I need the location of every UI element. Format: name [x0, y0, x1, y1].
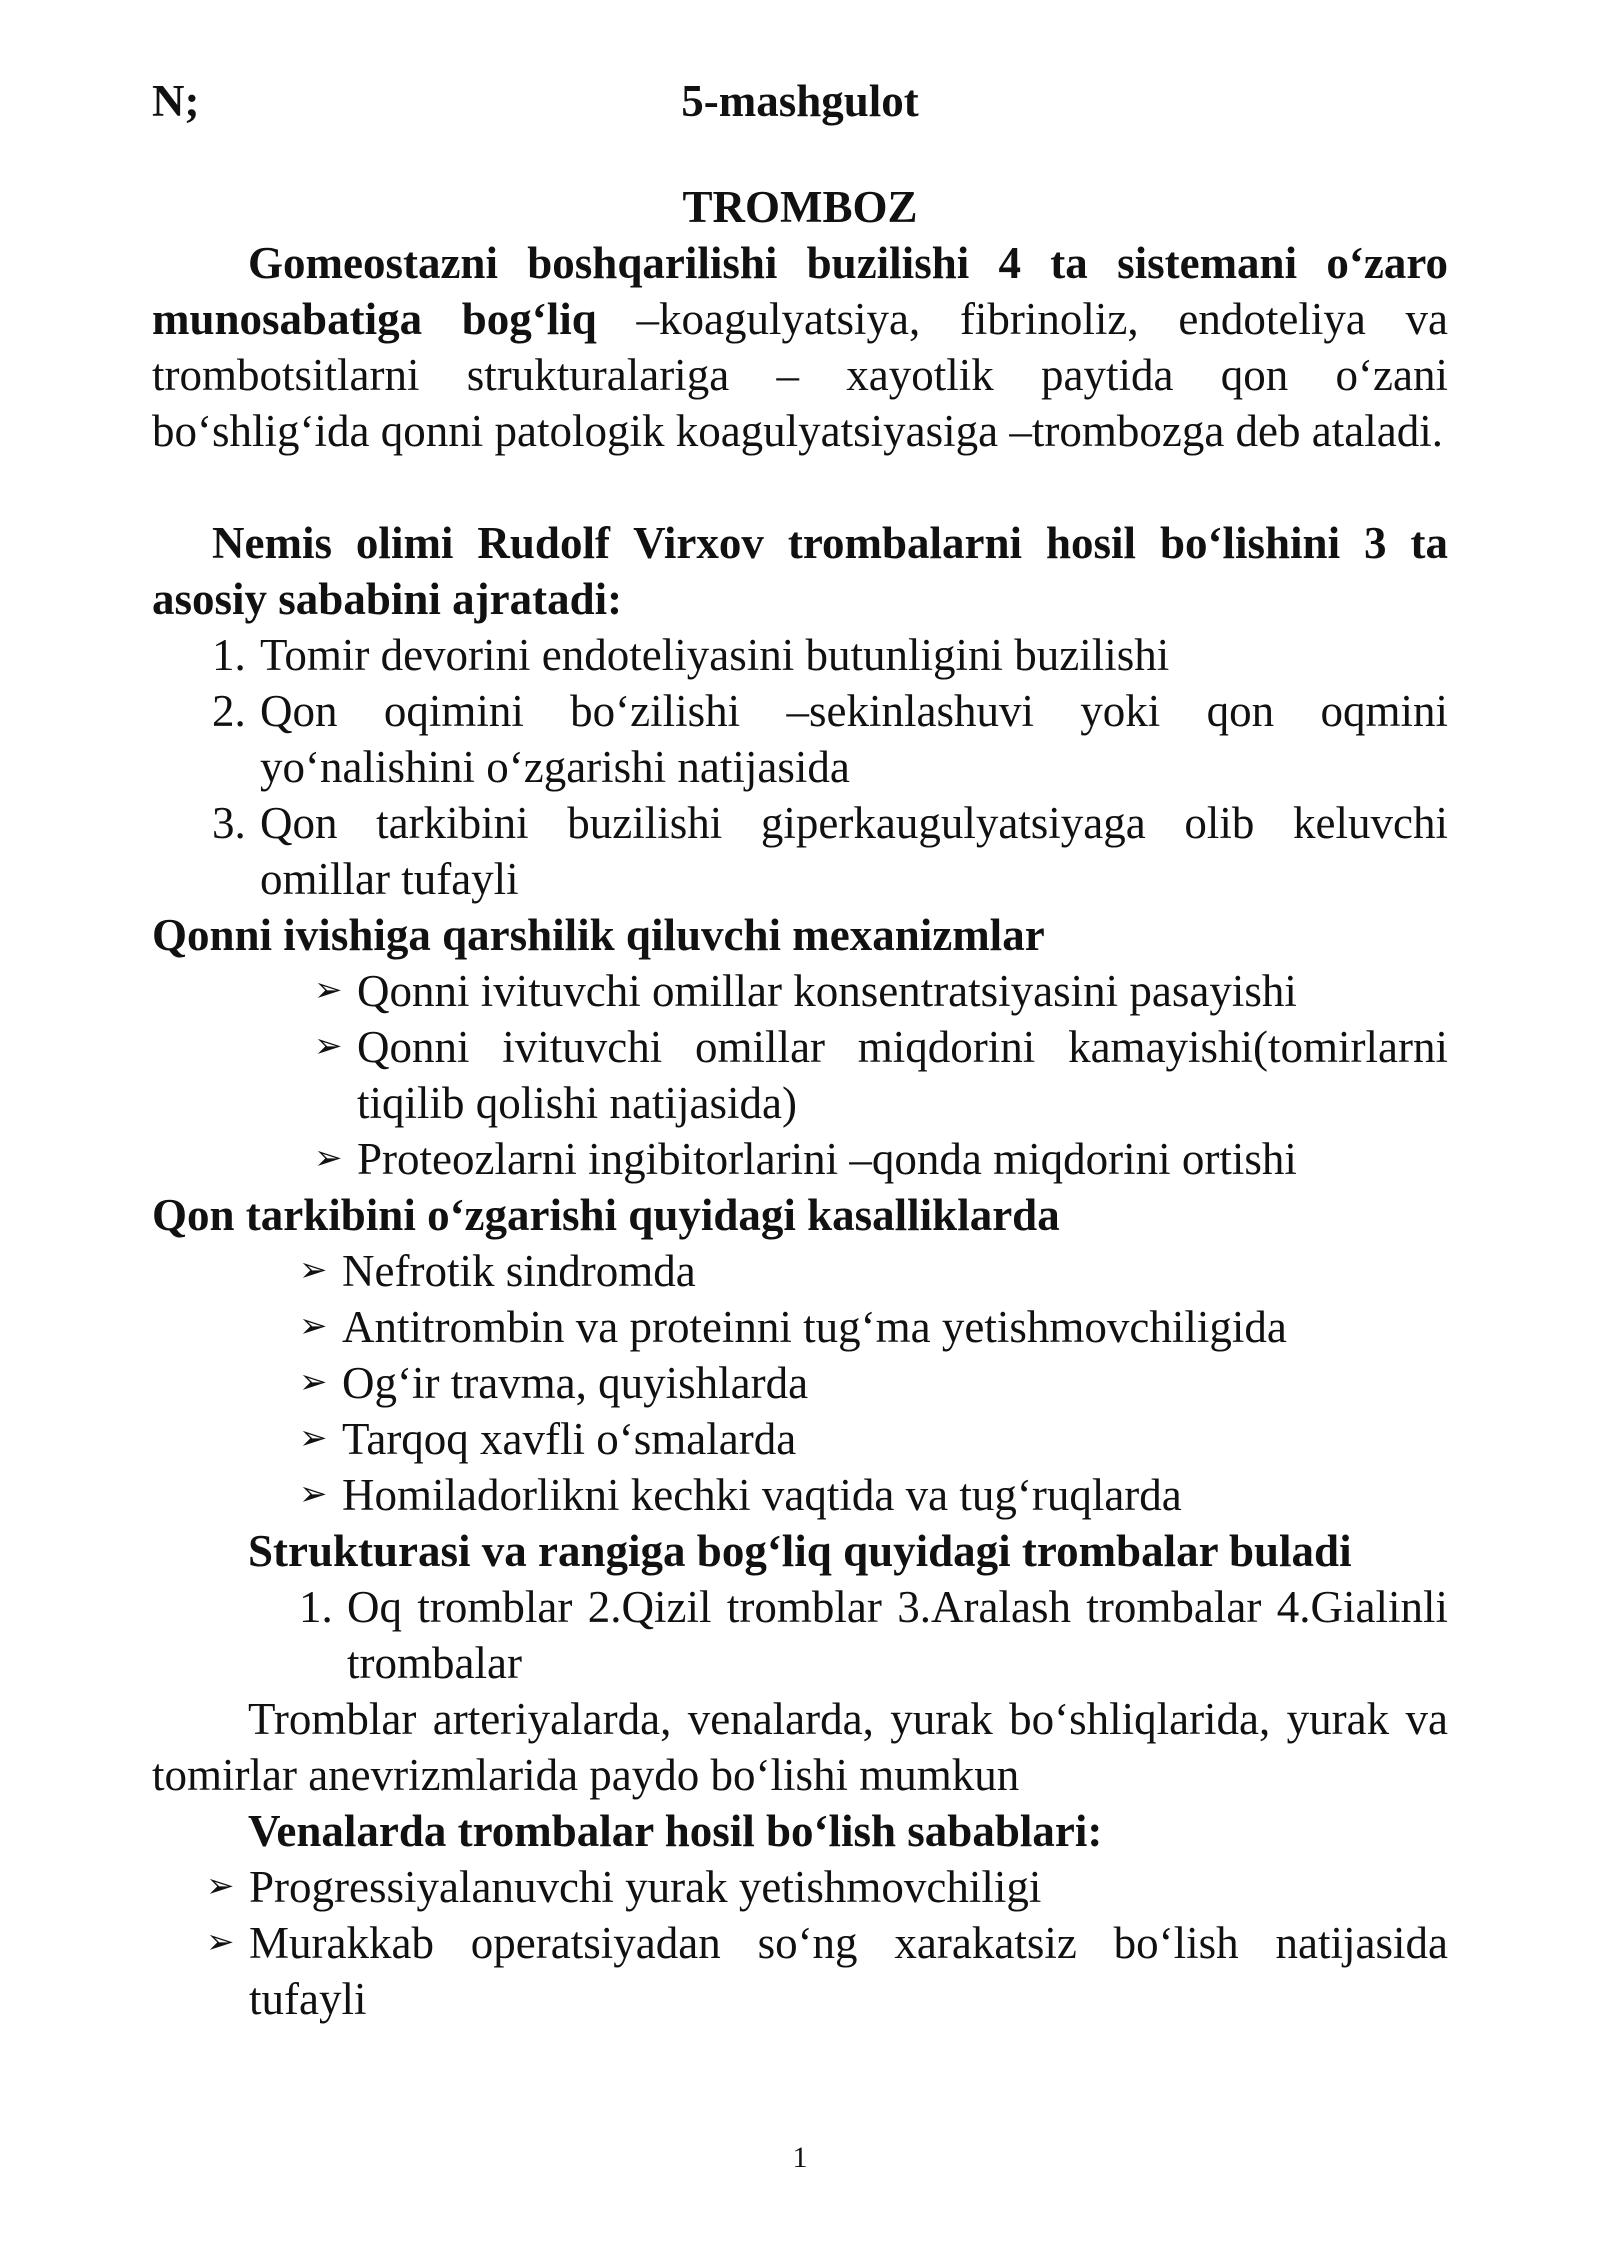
list-item	[152, 1299, 1448, 1355]
virchow-heading: Nemis olimi Rudolf Virxov trombalarni hosil bo‘lishini 3 ta asosiy sababini ajratadi:	[152, 518, 1448, 624]
list-item	[152, 1915, 1448, 2027]
arrow-bullet-icon: ➢	[314, 1028, 343, 1065]
list-item-text: Antitrombin va proteinni tug‘ma yetishmovchiligida	[342, 1302, 1287, 1352]
list-item-text: Nefrotik sindromda	[342, 1246, 696, 1296]
lesson-number: 5-mashgulot	[681, 76, 919, 126]
mechanisms-list	[152, 963, 1448, 1187]
page-header	[152, 73, 1448, 129]
diseases-list	[152, 1243, 1448, 1523]
arrow-bullet-icon: ➢	[299, 1252, 328, 1289]
venous-heading: Venalarda trombalar hosil bo‘lish sabablari:	[248, 1806, 1103, 1856]
list-number: 1.	[212, 630, 246, 680]
intro-bold-text: Gomeostazni boshqarilishi buzilishi 4 ta sistemani o‘zaro munosabatiga bog‘liq	[152, 238, 1448, 344]
page-number: 1	[792, 2141, 808, 2174]
arrow-bullet-icon: ➢	[206, 1924, 235, 1961]
list-item	[152, 1467, 1448, 1523]
list-number: 2.	[212, 686, 246, 736]
list-item-text: Tarqoq xavfli o‘smalarda	[342, 1414, 797, 1464]
arrow-bullet-icon: ➢	[314, 972, 343, 1009]
list-item-text: Murakkab operatsiyadan so‘ng xarakatsiz bo‘lish natijasida tufayli	[249, 1918, 1448, 2024]
list-item-text: Tomir devorini endoteliyasini butunligini buzilishi	[260, 630, 1170, 680]
list-item-text: Oq tromblar 2.Qizil tromblar 3.Aralash trombalar 4.Gialinli trombalar	[347, 1582, 1448, 1688]
arrow-bullet-icon: ➢	[299, 1476, 328, 1513]
list-item	[152, 683, 1448, 795]
diseases-heading: Qon tarkibini o‘zgarishi quyidagi kasalliklarda	[152, 1190, 1060, 1240]
list-item	[152, 627, 1448, 683]
location-paragraph: Tromblar arteriyalarda, venalarda, yurak bo‘shliqlarida, yurak va tomirlar anevrizmlarida paydo bo‘lishi mumkun	[152, 1694, 1448, 1800]
list-number: 1.	[299, 1582, 333, 1632]
structure-heading: Strukturasi va rangiga bog‘liq quyidagi trombalar buladi	[248, 1526, 1352, 1576]
list-item-text: Qon tarkibini buzilishi giperkaugulyatsiyaga olib keluvchi omillar tufayli	[260, 798, 1448, 904]
list-item	[152, 1859, 1448, 1915]
list-item-text: Qon oqimini bo‘zilishi –sekinlashuvi yoki qon oqmini yo‘nalishini o‘zgarishi natijasida	[260, 686, 1448, 792]
list-item	[152, 1355, 1448, 1411]
list-item-text: Progressiyalanuvchi yurak yetishmovchiligi	[249, 1862, 1042, 1912]
list-item	[152, 963, 1448, 1019]
list-item-text: Qonni ivituvchi omillar miqdorini kamayishi(tomirlarni tiqilib qolishi natijasida)	[357, 1022, 1448, 1128]
list-item	[152, 1131, 1448, 1187]
list-item-text: Homiladorlikni kechki vaqtida va tug‘ruqlarda	[342, 1470, 1182, 1520]
structure-list	[152, 1579, 1448, 1691]
arrow-bullet-icon: ➢	[299, 1308, 328, 1345]
mechanisms-heading: Qonni ivishiga qarshilik qiluvchi mexanizmlar	[152, 910, 1045, 960]
list-item	[152, 1019, 1448, 1131]
list-item	[152, 1243, 1448, 1299]
blank-line	[152, 459, 1448, 515]
document-title: TROMBOZ	[682, 182, 918, 232]
venous-list	[152, 1859, 1448, 2027]
arrow-bullet-icon: ➢	[299, 1364, 328, 1401]
arrow-bullet-icon: ➢	[206, 1868, 235, 1905]
arrow-bullet-icon: ➢	[299, 1420, 328, 1457]
intro-paragraph	[152, 235, 1448, 459]
list-item-text: Og‘ir travma, quyishlarda	[342, 1358, 809, 1408]
header-left-label: N;	[152, 76, 200, 126]
virchow-list	[152, 627, 1448, 907]
list-item	[152, 795, 1448, 907]
list-item-text: Proteozlarni ingibitorlarini –qonda miqdorini ortishi	[357, 1134, 1297, 1184]
list-item	[152, 1579, 1448, 1691]
arrow-bullet-icon: ➢	[314, 1140, 343, 1177]
list-item	[152, 1411, 1448, 1467]
list-item-text: Qonni ivituvchi omillar konsentratsiyasini pasayishi	[357, 966, 1297, 1016]
list-number: 3.	[212, 798, 246, 848]
page-content	[152, 73, 1448, 2027]
intro-text: –koagulyatsiya, fibrinoliz, endoteliya va trombotsitlarni strukturalariga – xayotlik paytida qon o‘zani bo‘shlig‘ida qonni patologik koagulyatsiyasiga –trombozga deb ataladi.	[152, 294, 1448, 456]
